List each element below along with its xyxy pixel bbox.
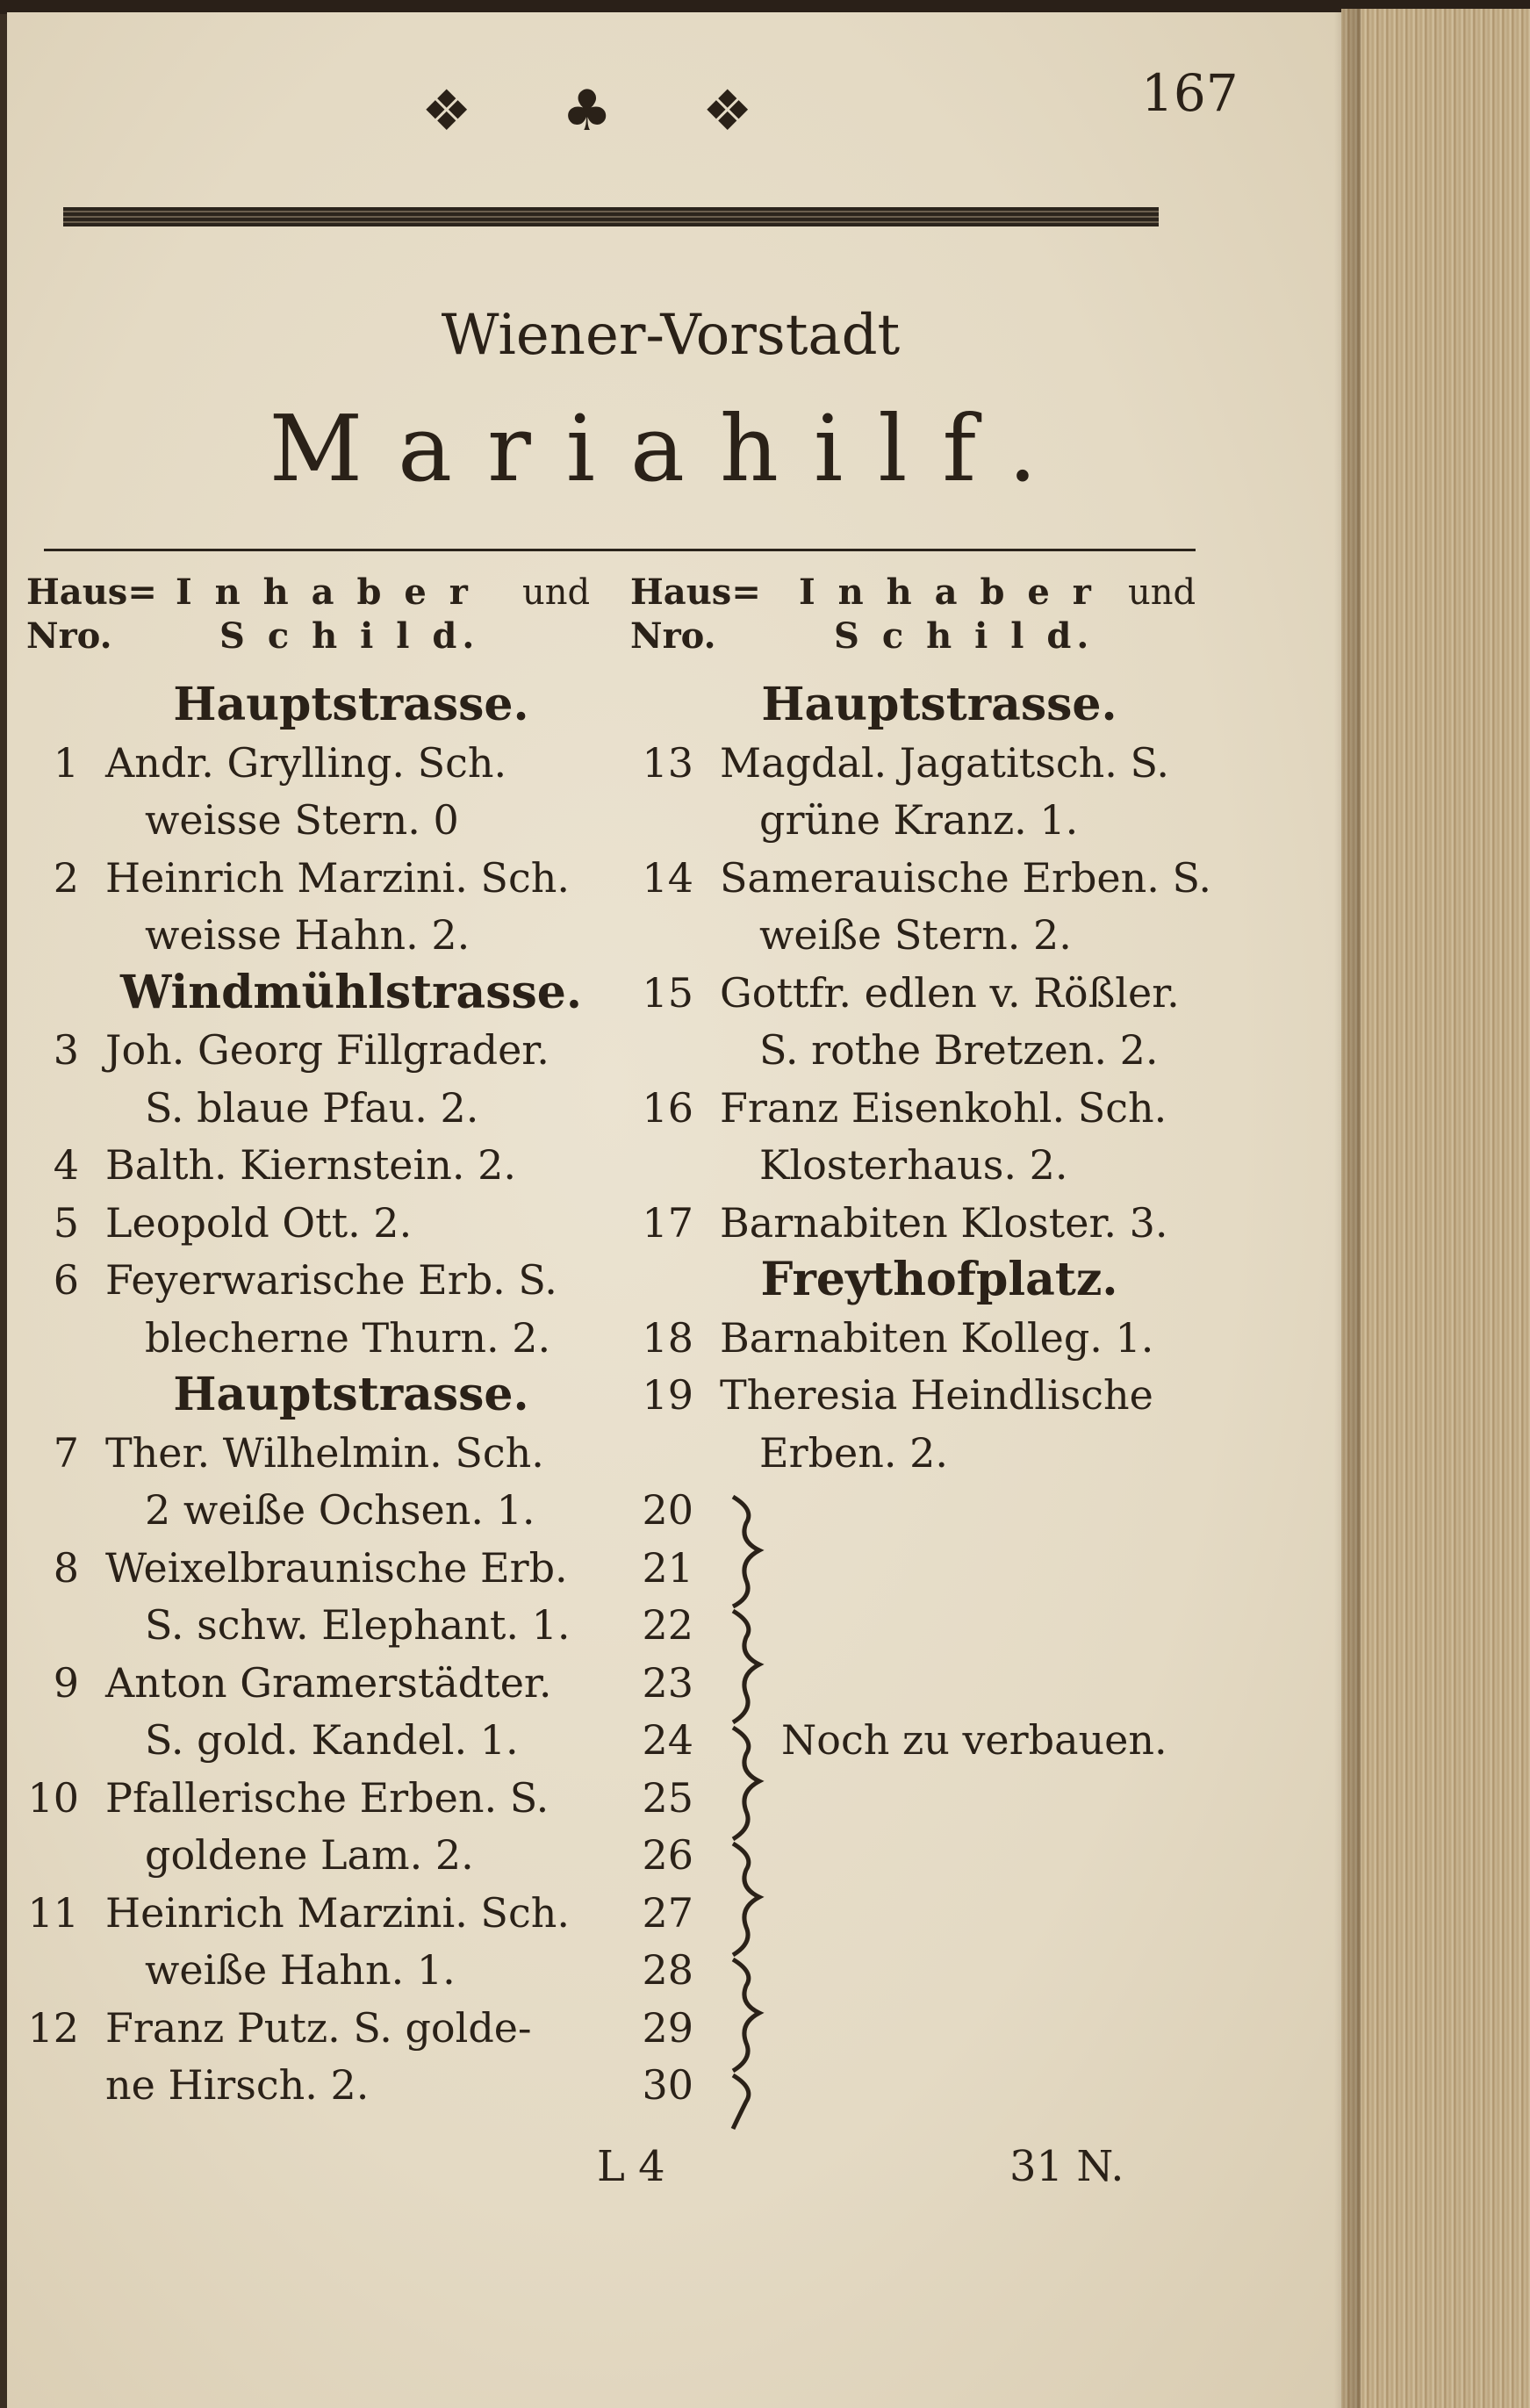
entry-text: Theresia Heindlische [720,1371,1153,1419]
entry-text: Gottfr. edlen v. Rößler. [720,968,1180,1017]
entry-text: S. schw. Elephant. 1. [145,1601,571,1649]
header-schild: S c h i l d. [219,615,480,657]
house-number: 20 [642,1486,693,1534]
subtitle: Wiener-Vorstadt [441,303,901,368]
entry-text: Magdal. Jagatitsch. S. [720,738,1169,787]
catchword: 31 N. [1009,2142,1124,2191]
house-number: 7 [53,1428,79,1477]
street-heading: Freythofplatz. [760,1253,1118,1306]
entry-text: Heinrich Marzini. Sch. [105,1888,570,1937]
header-haus-nro-left [26,571,157,658]
house-number: 2 [53,853,79,902]
header-inhaber: I n h a b e r [799,571,1096,613]
house-number: 16 [642,1083,693,1132]
header-und-right: und [1128,572,1196,613]
entry-text: Samerauische Erben. S. [720,853,1211,902]
entry-text: Franz Putz. S. golde- [105,2003,532,2052]
house-number: 13 [642,738,693,787]
header-rule [44,549,1196,551]
entry-text: weisse Stern. 0 [145,796,459,844]
house-number: 6 [53,1256,79,1304]
house-number: 28 [642,1946,693,1994]
house-number: 21 [642,1543,693,1592]
entry-text: blecherne Thurn. 2. [145,1313,551,1362]
entry-text: Erben. 2. [759,1428,948,1477]
house-number: 4 [53,1141,79,1189]
header-nro: Nro. [630,615,716,657]
gutter-shadow [1334,9,1361,2408]
house-number: 5 [53,1198,79,1247]
entry-text: S. rothe Bretzen. 2. [759,1026,1159,1074]
entry-text: Anton Gramerstädter. [105,1658,552,1707]
entry-text: 2 weiße Ochsen. 1. [145,1486,535,1534]
header-und-left: und [522,572,591,613]
entry-text: S. blaue Pfau. 2. [145,1083,479,1132]
entry-text: weiße Hahn. 1. [145,1946,456,1994]
house-number: 23 [642,1658,693,1707]
entry-text: Joh. Georg Fillgrader. [105,1026,550,1074]
header-inhaber-right [799,571,1096,658]
house-number: 12 [27,2003,79,2052]
entry-text: Heinrich Marzini. Sch. [105,853,570,902]
page-title: Mariahilf. [269,395,1073,502]
brace-group [729,1492,772,2133]
street-heading: Hauptstrasse. [761,678,1117,731]
house-number: 19 [642,1371,693,1419]
ornament-flower-icon: ❖ [421,79,472,144]
header-inhaber-left [176,571,479,658]
house-number: 30 [642,2061,693,2109]
header-inhaber: I n h a b e r [176,571,473,613]
street-heading: Hauptstrasse. [173,678,529,731]
entry-text: Barnabiten Kolleg. 1. [720,1313,1154,1362]
header-haus: Haus= [630,571,761,613]
entry-text: Pfallerische Erben. S. [105,1773,550,1822]
house-number: 29 [642,2003,693,2052]
house-number: 3 [53,1026,79,1074]
entry-text: goldene Lam. 2. [145,1831,474,1879]
entry-text: ne Hirsch. 2. [105,2061,370,2109]
book-page-edges [1341,9,1530,2408]
entry-text: weisse Hahn. 2. [145,911,470,959]
entry-text: Ther. Wilhelmin. Sch. [105,1428,544,1477]
house-number: 25 [642,1773,693,1822]
entry-text: Klosterhaus. 2. [759,1141,1068,1189]
entry-text: Leopold Ott. 2. [105,1198,413,1247]
house-number: 8 [53,1543,79,1592]
entry-text: Balth. Kiernstein. 2. [105,1141,516,1189]
house-number: 17 [642,1198,693,1247]
house-number: 27 [642,1888,693,1937]
page-number: 167 [1141,63,1239,123]
entry-text: Weixelbraunische Erb. [105,1543,568,1592]
top-rule [63,207,1159,226]
entry-text: Barnabiten Kloster. 3. [720,1198,1168,1247]
house-number: 1 [53,738,79,787]
header-nro: Nro. [26,615,112,657]
header-haus: Haus= [26,571,157,613]
header-schild: S c h i l d. [834,615,1095,657]
house-number: 10 [27,1773,79,1822]
ornament-flower-icon: ❖ [702,79,753,144]
house-number: 24 [642,1716,693,1764]
header-haus-nro-right [630,571,761,658]
entry-text: Feyerwarische Erb. S. [105,1256,557,1304]
entry-text: weiße Stern. 2. [759,911,1072,959]
ornament-leaf-icon: ♣ [562,79,613,144]
house-number: 22 [642,1601,693,1649]
entry-text: grüne Kranz. 1. [759,796,1079,844]
entry-text: S. gold. Kandel. 1. [145,1716,519,1764]
house-number: 15 [642,968,693,1017]
house-number: 9 [53,1658,79,1707]
street-heading: Hauptstrasse. [173,1368,529,1421]
entry-text: Franz Eisenkohl. Sch. [720,1083,1167,1132]
house-number: 11 [27,1888,79,1937]
house-number: 18 [642,1313,693,1362]
house-number: 26 [642,1831,693,1879]
street-heading: Windmühlstrasse. [120,965,582,1019]
entry-text: Andr. Grylling. Sch. [105,738,507,787]
house-number: 14 [642,853,693,902]
signature-mark: L 4 [597,2142,665,2191]
note-text: Noch zu verbauen. [781,1716,1167,1764]
